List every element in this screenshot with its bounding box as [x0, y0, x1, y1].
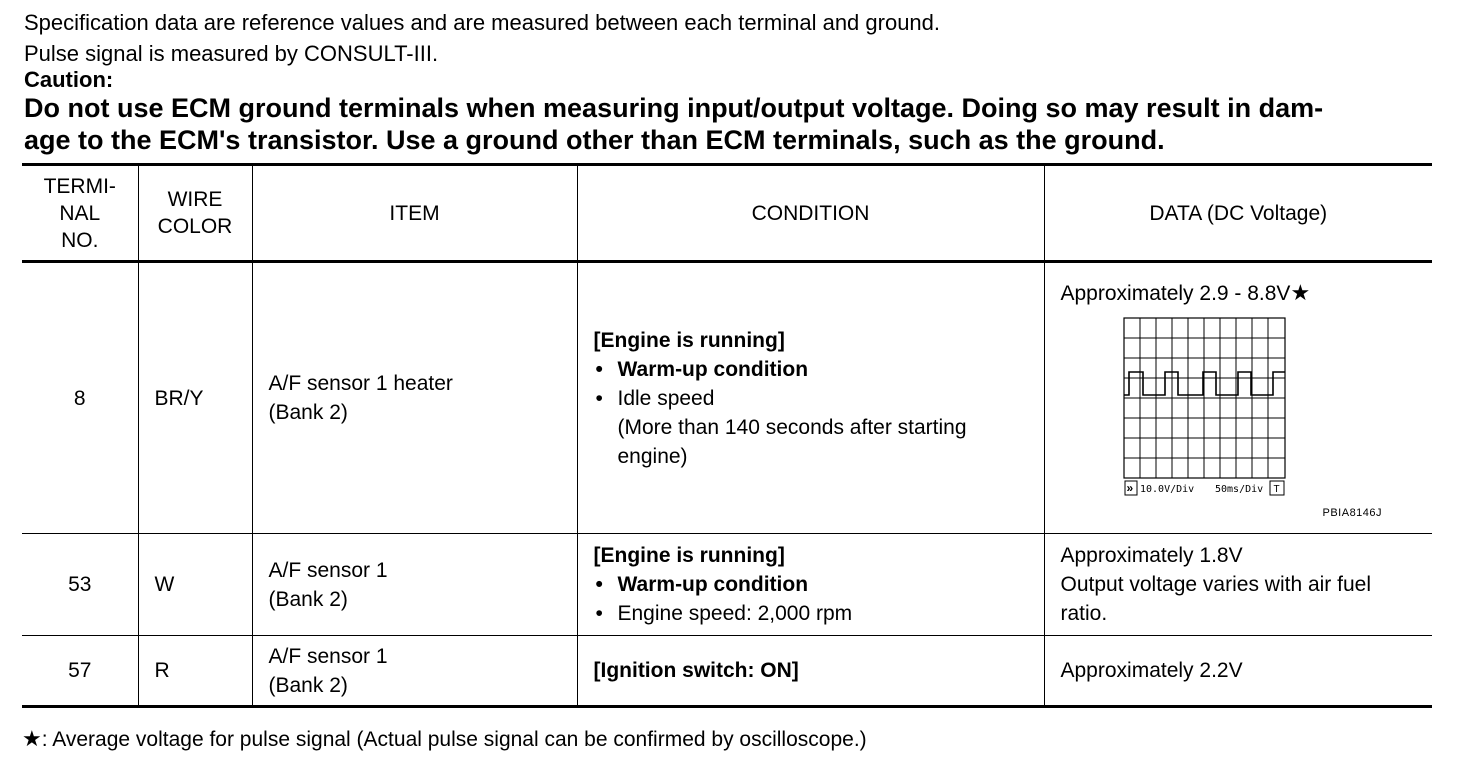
header-wire-color: WIRE COLOR	[138, 165, 252, 262]
condition-item: • Engine speed: 2,000 rpm	[594, 599, 1043, 628]
table-header-row	[22, 165, 1432, 262]
condition-item: • Warm-up condition	[594, 570, 1043, 599]
condition-heading: [Ignition switch: ON]	[593, 659, 799, 682]
table-row	[22, 534, 1432, 636]
condition-item: • Idle speed (More than 140 seconds after starting engine)	[594, 384, 1043, 471]
caution-line-1: Do not use ECM ground terminals when measuring input/output voltage. Doing so may result in dam-	[24, 93, 1324, 123]
star-icon: ★	[1290, 280, 1311, 305]
footnote-text: : Average voltage for pulse signal (Actual pulse signal can be confirmed by oscilloscope.)	[41, 728, 867, 751]
table-row	[22, 636, 1432, 707]
scope-grid	[1124, 318, 1285, 478]
header-data: DATA (DC Voltage)	[1044, 165, 1432, 262]
header-terminal-no: TERMI- NAL NO.	[22, 165, 138, 262]
spec-note: Specification data are reference values and are measured between each terminal and ground.	[24, 10, 941, 35]
terminal-cell: 8	[22, 262, 138, 534]
volt-div-label: 10.0V/Div	[1139, 484, 1194, 495]
oscilloscope-waveform	[1123, 317, 1293, 499]
trigger-mark: T	[1273, 484, 1280, 495]
condition-list	[594, 570, 1043, 628]
condition-item: • Warm-up condition	[594, 355, 1043, 384]
data-cell: Approximately 1.8V Output voltage varies with air fuel ratio.	[1044, 534, 1432, 636]
header-condition: CONDITION	[577, 165, 1044, 262]
condition-cell	[577, 262, 1044, 534]
condition-list	[594, 355, 1043, 471]
item-cell: A/F sensor 1 (Bank 2)	[252, 636, 577, 707]
condition-heading: [Engine is running]	[593, 328, 785, 352]
condition-cell	[577, 636, 1044, 707]
caution-text	[24, 92, 1444, 156]
condition-cell	[577, 534, 1044, 636]
data-cell	[1044, 262, 1432, 534]
wire-color-cell: BR/Y	[138, 262, 252, 534]
wire-color-cell: W	[138, 534, 252, 636]
wire-color-cell: R	[138, 636, 252, 707]
data-value: Approximately 2.9 - 8.8V★	[1060, 280, 1311, 305]
item-cell: A/F sensor 1 heater (Bank 2)	[252, 262, 577, 534]
terminal-cell: 57	[22, 636, 138, 707]
terminal-spec-table	[22, 163, 1432, 708]
figure-id: PBIA8146J	[1322, 507, 1383, 519]
star-icon: ★	[22, 726, 42, 751]
intro-section	[24, 7, 1444, 156]
terminal-cell: 53	[22, 534, 138, 636]
arrow-mark: »	[1126, 481, 1133, 495]
footnote	[22, 725, 867, 754]
caution-line-2: age to the ECM's transistor. Use a ground other than ECM terminals, such as the ground.	[24, 125, 1165, 155]
data-cell: Approximately 2.2V	[1044, 636, 1432, 707]
header-item: ITEM	[252, 165, 577, 262]
caution-label: Caution:	[24, 67, 114, 92]
item-cell: A/F sensor 1 (Bank 2)	[252, 534, 577, 636]
time-div-label: 50ms/Div	[1214, 484, 1263, 495]
table-row	[22, 262, 1432, 534]
pulse-note: Pulse signal is measured by CONSULT-III.	[24, 41, 439, 66]
condition-heading: [Engine is running]	[593, 544, 785, 567]
